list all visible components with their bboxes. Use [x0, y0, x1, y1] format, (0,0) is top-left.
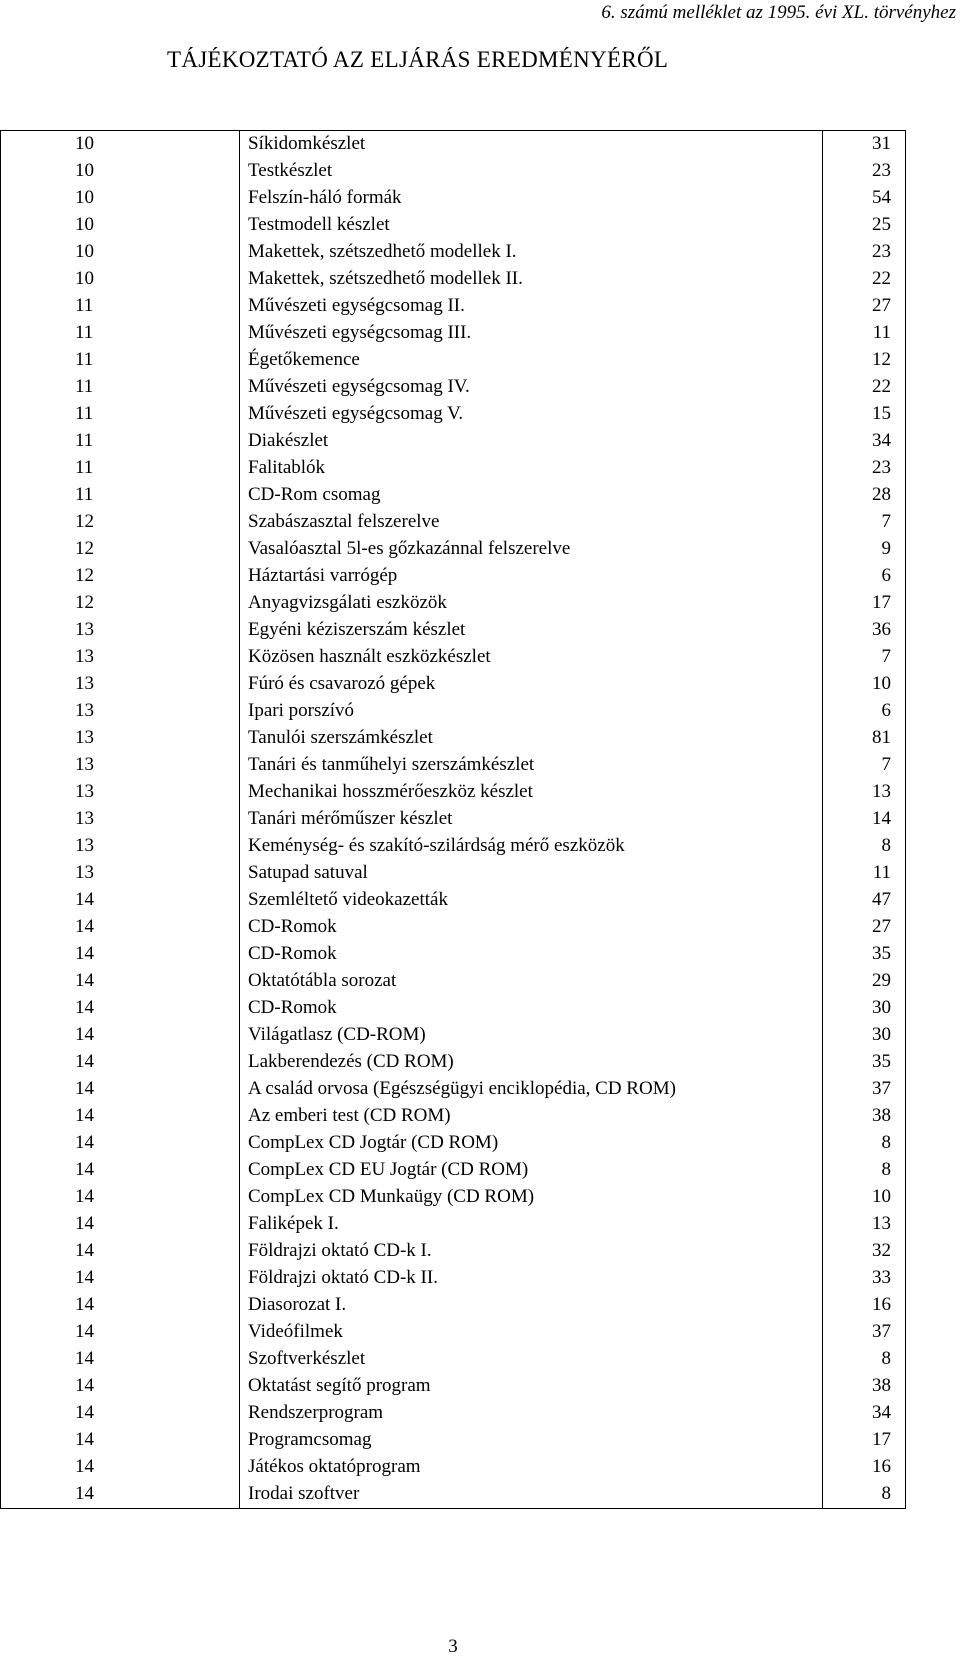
row-quantity: 37 — [823, 1319, 906, 1346]
table-row — [1, 563, 906, 590]
row-quantity: 6 — [823, 698, 906, 725]
row-code: 14 — [1, 914, 240, 941]
table-row — [1, 725, 906, 752]
row-code: 14 — [1, 1427, 240, 1454]
row-item-name: Világatlasz (CD-ROM) — [240, 1022, 823, 1049]
table-row — [1, 1103, 906, 1130]
row-code: 14 — [1, 1076, 240, 1103]
row-quantity: 28 — [823, 482, 906, 509]
row-item-name: CD-Romok — [240, 914, 823, 941]
row-quantity: 29 — [823, 968, 906, 995]
row-quantity: 17 — [823, 1427, 906, 1454]
row-quantity: 7 — [823, 644, 906, 671]
row-code: 14 — [1, 1481, 240, 1509]
row-item-name: Művészeti egységcsomag III. — [240, 320, 823, 347]
row-quantity: 10 — [823, 1184, 906, 1211]
row-item-name: Testmodell készlet — [240, 212, 823, 239]
row-quantity: 34 — [823, 428, 906, 455]
table-row — [1, 779, 906, 806]
table-row — [1, 1319, 906, 1346]
table-row — [1, 455, 906, 482]
row-item-name: Szoftverkészlet — [240, 1346, 823, 1373]
row-quantity: 8 — [823, 1481, 906, 1509]
row-item-name: Diasorozat I. — [240, 1292, 823, 1319]
row-item-name: Makettek, szétszedhető modellek II. — [240, 266, 823, 293]
row-code: 14 — [1, 968, 240, 995]
row-code: 14 — [1, 1265, 240, 1292]
row-quantity: 10 — [823, 671, 906, 698]
row-item-name: Síkidomkészlet — [240, 131, 823, 159]
row-code: 14 — [1, 1130, 240, 1157]
row-quantity: 11 — [823, 320, 906, 347]
row-item-name: Háztartási varrógép — [240, 563, 823, 590]
table-row — [1, 1400, 906, 1427]
row-code: 13 — [1, 725, 240, 752]
row-code: 14 — [1, 995, 240, 1022]
row-code: 14 — [1, 941, 240, 968]
results-table-body — [1, 131, 906, 1509]
row-item-name: Szemléltető videokazetták — [240, 887, 823, 914]
row-code: 11 — [1, 293, 240, 320]
table-row — [1, 185, 906, 212]
table-row — [1, 1130, 906, 1157]
row-quantity: 30 — [823, 1022, 906, 1049]
row-code: 12 — [1, 590, 240, 617]
row-quantity: 38 — [823, 1103, 906, 1130]
row-item-name: Faliképek I. — [240, 1211, 823, 1238]
row-item-name: CD-Rom csomag — [240, 482, 823, 509]
row-item-name: Földrajzi oktató CD-k II. — [240, 1265, 823, 1292]
row-quantity: 36 — [823, 617, 906, 644]
row-code: 14 — [1, 887, 240, 914]
table-row — [1, 1265, 906, 1292]
table-row — [1, 860, 906, 887]
row-code: 14 — [1, 1157, 240, 1184]
row-item-name: Lakberendezés (CD ROM) — [240, 1049, 823, 1076]
table-row — [1, 590, 906, 617]
table-row — [1, 1211, 906, 1238]
row-code: 14 — [1, 1049, 240, 1076]
row-item-name: Égetőkemence — [240, 347, 823, 374]
table-row — [1, 1076, 906, 1103]
row-code: 11 — [1, 428, 240, 455]
row-item-name: Tanári mérőműszer készlet — [240, 806, 823, 833]
row-item-name: CD-Romok — [240, 941, 823, 968]
row-item-name: Satupad satuval — [240, 860, 823, 887]
row-code: 14 — [1, 1103, 240, 1130]
table-row — [1, 1022, 906, 1049]
table-row — [1, 347, 906, 374]
row-quantity: 11 — [823, 860, 906, 887]
row-item-name: Fúró és csavarozó gépek — [240, 671, 823, 698]
row-item-name: Művészeti egységcsomag V. — [240, 401, 823, 428]
row-code: 11 — [1, 347, 240, 374]
table-row — [1, 1238, 906, 1265]
table-row — [1, 158, 906, 185]
row-quantity: 14 — [823, 806, 906, 833]
row-item-name: Mechanikai hosszmérőeszköz készlet — [240, 779, 823, 806]
row-quantity: 23 — [823, 158, 906, 185]
row-code: 13 — [1, 698, 240, 725]
row-code: 12 — [1, 536, 240, 563]
row-code: 12 — [1, 563, 240, 590]
row-quantity: 38 — [823, 1373, 906, 1400]
row-item-name: Játékos oktatóprogram — [240, 1454, 823, 1481]
table-row — [1, 428, 906, 455]
row-item-name: Művészeti egységcsomag IV. — [240, 374, 823, 401]
row-item-name: Videófilmek — [240, 1319, 823, 1346]
table-row — [1, 320, 906, 347]
row-code: 10 — [1, 212, 240, 239]
row-quantity: 13 — [823, 1211, 906, 1238]
table-row — [1, 1049, 906, 1076]
row-quantity: 54 — [823, 185, 906, 212]
row-quantity: 22 — [823, 374, 906, 401]
page-title: TÁJÉKOZTATÓ AZ ELJÁRÁS EREDMÉNYÉRŐL — [167, 47, 669, 72]
row-item-name: Diakészlet — [240, 428, 823, 455]
table-row — [1, 1427, 906, 1454]
row-code: 10 — [1, 185, 240, 212]
row-code: 14 — [1, 1184, 240, 1211]
results-table — [0, 130, 906, 1509]
row-quantity: 25 — [823, 212, 906, 239]
row-quantity: 13 — [823, 779, 906, 806]
annex-reference: 6. számú melléklet az 1995. évi XL. törvényhez — [601, 2, 956, 23]
row-code: 11 — [1, 482, 240, 509]
row-item-name: Ipari porszívó — [240, 698, 823, 725]
row-item-name: CompLex CD Jogtár (CD ROM) — [240, 1130, 823, 1157]
row-quantity: 47 — [823, 887, 906, 914]
row-item-name: Anyagvizsgálati eszközök — [240, 590, 823, 617]
table-row — [1, 1481, 906, 1509]
table-row — [1, 1346, 906, 1373]
row-quantity: 15 — [823, 401, 906, 428]
row-quantity: 7 — [823, 752, 906, 779]
row-code: 14 — [1, 1400, 240, 1427]
row-item-name: A család orvosa (Egészségügyi enciklopédia, CD ROM) — [240, 1076, 823, 1103]
table-row — [1, 536, 906, 563]
row-quantity: 16 — [823, 1454, 906, 1481]
row-quantity: 35 — [823, 1049, 906, 1076]
table-row — [1, 212, 906, 239]
row-code: 13 — [1, 644, 240, 671]
row-item-name: Oktatótábla sorozat — [240, 968, 823, 995]
row-item-name: CompLex CD Munkaügy (CD ROM) — [240, 1184, 823, 1211]
table-row — [1, 374, 906, 401]
row-code: 14 — [1, 1022, 240, 1049]
row-code: 13 — [1, 860, 240, 887]
row-quantity: 33 — [823, 1265, 906, 1292]
row-quantity: 27 — [823, 293, 906, 320]
row-code: 10 — [1, 131, 240, 159]
row-item-name: Irodai szoftver — [240, 1481, 823, 1509]
row-code: 11 — [1, 455, 240, 482]
row-item-name: Rendszerprogram — [240, 1400, 823, 1427]
table-row — [1, 1157, 906, 1184]
row-code: 14 — [1, 1238, 240, 1265]
row-quantity: 81 — [823, 725, 906, 752]
table-row — [1, 617, 906, 644]
row-code: 14 — [1, 1319, 240, 1346]
table-row — [1, 806, 906, 833]
table-row — [1, 698, 906, 725]
table-row — [1, 644, 906, 671]
row-quantity: 31 — [823, 131, 906, 159]
row-code: 14 — [1, 1211, 240, 1238]
row-quantity: 12 — [823, 347, 906, 374]
table-row — [1, 995, 906, 1022]
row-quantity: 8 — [823, 1157, 906, 1184]
row-quantity: 23 — [823, 455, 906, 482]
row-item-name: Felszín-háló formák — [240, 185, 823, 212]
row-item-name: Egyéni kéziszerszám készlet — [240, 617, 823, 644]
row-item-name: Közösen használt eszközkészlet — [240, 644, 823, 671]
row-quantity: 8 — [823, 1346, 906, 1373]
row-item-name: Tanulói szerszámkészlet — [240, 725, 823, 752]
row-code: 14 — [1, 1346, 240, 1373]
row-quantity: 35 — [823, 941, 906, 968]
row-quantity: 7 — [823, 509, 906, 536]
row-item-name: Oktatást segítő program — [240, 1373, 823, 1400]
row-item-name: Művészeti egységcsomag II. — [240, 293, 823, 320]
table-row — [1, 239, 906, 266]
row-code: 10 — [1, 239, 240, 266]
row-item-name: CD-Romok — [240, 995, 823, 1022]
row-item-name: Szabászasztal felszerelve — [240, 509, 823, 536]
row-quantity: 22 — [823, 266, 906, 293]
row-code: 13 — [1, 671, 240, 698]
row-quantity: 30 — [823, 995, 906, 1022]
table-row — [1, 833, 906, 860]
row-code: 10 — [1, 266, 240, 293]
row-quantity: 8 — [823, 1130, 906, 1157]
row-item-name: Programcsomag — [240, 1427, 823, 1454]
row-code: 14 — [1, 1292, 240, 1319]
table-row — [1, 1373, 906, 1400]
row-item-name: Keménység- és szakító-szilárdság mérő eszközök — [240, 833, 823, 860]
row-item-name: Földrajzi oktató CD-k I. — [240, 1238, 823, 1265]
row-code: 14 — [1, 1373, 240, 1400]
row-item-name: CompLex CD EU Jogtár (CD ROM) — [240, 1157, 823, 1184]
row-quantity: 23 — [823, 239, 906, 266]
row-code: 11 — [1, 401, 240, 428]
table-row — [1, 752, 906, 779]
row-quantity: 6 — [823, 563, 906, 590]
table-row — [1, 293, 906, 320]
row-item-name: Makettek, szétszedhető modellek I. — [240, 239, 823, 266]
row-quantity: 34 — [823, 1400, 906, 1427]
row-quantity: 32 — [823, 1238, 906, 1265]
table-row — [1, 968, 906, 995]
row-item-name: Tanári és tanműhelyi szerszámkészlet — [240, 752, 823, 779]
row-code: 14 — [1, 1454, 240, 1481]
table-row — [1, 941, 906, 968]
row-code: 11 — [1, 320, 240, 347]
row-code: 10 — [1, 158, 240, 185]
row-code: 13 — [1, 806, 240, 833]
row-quantity: 27 — [823, 914, 906, 941]
row-code: 13 — [1, 752, 240, 779]
row-quantity: 16 — [823, 1292, 906, 1319]
row-code: 13 — [1, 617, 240, 644]
table-row — [1, 509, 906, 536]
row-code: 13 — [1, 779, 240, 806]
page-number: 3 — [448, 1636, 458, 1657]
row-code: 12 — [1, 509, 240, 536]
table-row — [1, 1184, 906, 1211]
table-row — [1, 914, 906, 941]
table-row — [1, 482, 906, 509]
table-row — [1, 671, 906, 698]
row-code: 13 — [1, 833, 240, 860]
row-quantity: 9 — [823, 536, 906, 563]
row-item-name: Vasalóasztal 5l-es gőzkazánnal felszerelve — [240, 536, 823, 563]
row-quantity: 37 — [823, 1076, 906, 1103]
table-row — [1, 401, 906, 428]
row-quantity: 8 — [823, 833, 906, 860]
table-row — [1, 266, 906, 293]
row-item-name: Az emberi test (CD ROM) — [240, 1103, 823, 1130]
row-item-name: Testkészlet — [240, 158, 823, 185]
table-row — [1, 131, 906, 159]
table-row — [1, 887, 906, 914]
row-quantity: 17 — [823, 590, 906, 617]
table-row — [1, 1292, 906, 1319]
table-row — [1, 1454, 906, 1481]
row-item-name: Falitablók — [240, 455, 823, 482]
row-code: 11 — [1, 374, 240, 401]
